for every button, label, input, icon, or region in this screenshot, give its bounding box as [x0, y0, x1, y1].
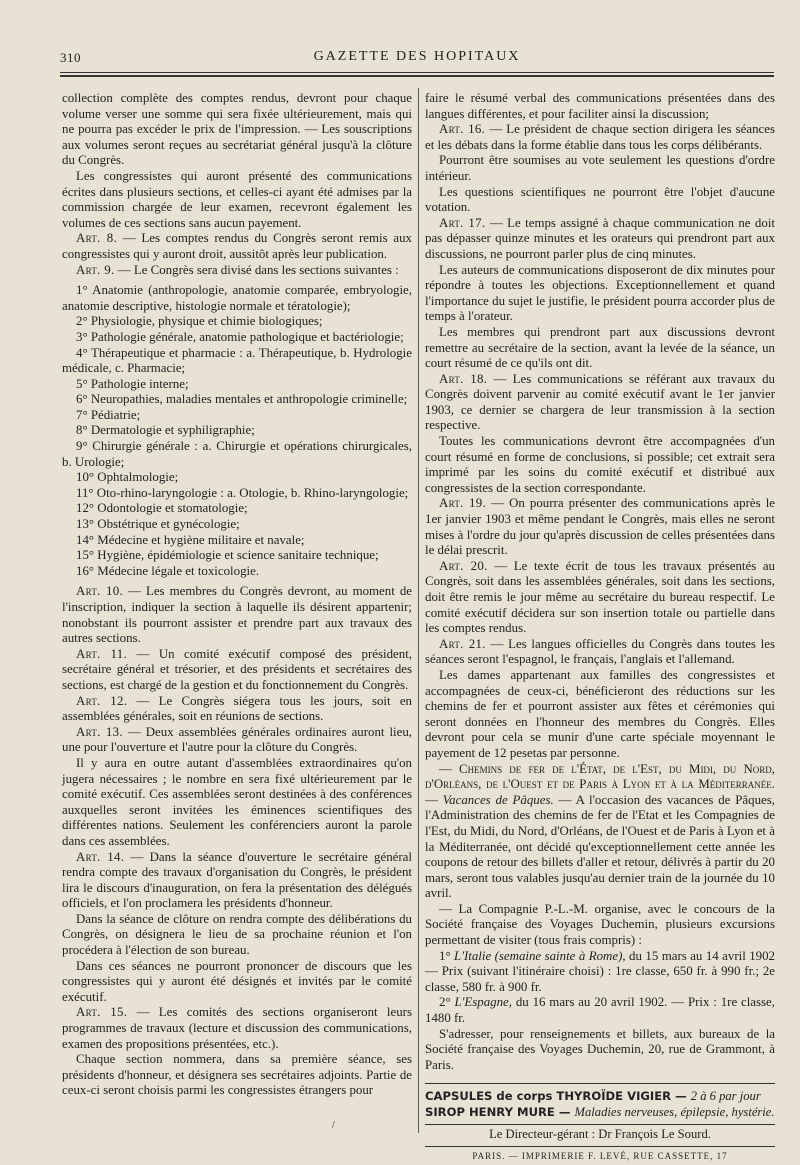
article-label: Art. 10. — [76, 584, 124, 599]
article-label: Art. 14. — [76, 849, 125, 864]
ad-text: CAPSULES de corps THYROÏDE VIGIER — — [425, 1089, 691, 1104]
article-text: — Le président de chaque section dirigera les séances et les débats dans la forme établie dans tous les corps délibérants. — [425, 122, 775, 152]
article-text: — On pourra présenter des communications après le 1er janvier 1903 et même pendant le Congrès, mais elles ne seront mises à l'ordre du jour qu'après discussion de celles présentées dans le délai prescrit. — [425, 496, 775, 558]
article-label: Art. 15. — [76, 1005, 128, 1020]
article-label: Art. 16. — [439, 122, 486, 137]
footer-mark: / — [332, 1120, 335, 1131]
dash: — — [425, 792, 443, 807]
vacances-title: Vacances de Pâques. — [442, 792, 554, 807]
running-head: GAZETTE DES HOPITAUX — [313, 49, 521, 64]
list-item: 15° Hygiène, épidémiologie et science sanitaire technique; — [76, 548, 379, 563]
excursion-italie — [425, 949, 775, 996]
list-item: 4° Thérapeutique et pharmacie : a. Thérapeutique, b. Hydrologie médicale, c. Pharmacie; — [62, 345, 412, 376]
article-text: — Le Congrès sera divisé dans les sections suivantes : — [114, 262, 399, 277]
director-signature: Le Directeur-gérant : Dr François Le Sourd. — [425, 1124, 775, 1143]
article-12 — [62, 694, 412, 725]
right-column — [425, 91, 776, 1161]
article-label: Art. 9. — [76, 262, 115, 277]
ad-line-sirop — [425, 1104, 775, 1120]
article-label: Art. 8. — [76, 231, 117, 246]
ad-dosage: 2 à 6 par jour — [690, 1089, 761, 1104]
article-19 — [425, 496, 775, 558]
article-17 — [425, 216, 775, 263]
paragraph: Dans ces séances ne pourront prononcer de discours que les congressistes qui y auront été désignés et invités par le comité exécutif. — [62, 958, 412, 1004]
paragraph: Toutes les communications devront être accompagnées d'un court résumé en forme de conclusions, si possible; cet extrait sera imprimé par les soins du comité exécutif et distribué aux congressistes de la section correspondante. — [425, 434, 775, 495]
advertisement — [425, 1083, 775, 1120]
paragraph: — La Compagnie P.-L.-M. organise, avec le concours de la Société française des Voyages Duchemin, plusieurs excursions permettant de visiter (tous frais compris) : — [425, 901, 775, 948]
paragraph: Chaque section nommera, dans sa première séance, ses présidents d'honneur, et désignera ses secrétaires adjoints. Partie de ceux-ci seront choisis parmi les congressistes étrangers pour — [62, 1052, 412, 1098]
railway-heading: — Chemins de fer de l'État, de l'Est, du Midi, du Nord, d'Orléans, de l'Ouest et de Paris à Lyon et à la Méditerranée. — [425, 761, 775, 792]
left-column — [62, 91, 412, 1131]
list-item: 8° Dermatologie et syphiligraphie; — [76, 423, 255, 438]
header-rule-thin — [60, 72, 774, 73]
article-13 — [62, 725, 412, 756]
sections-list — [62, 283, 412, 579]
paragraph: Les questions scientifiques ne pourront être l'objet d'aucune votation. — [425, 184, 775, 215]
ad-indication: Maladies nerveuses, épilepsie, hystérie. — [574, 1105, 775, 1120]
list-item: 16° Médecine légale et toxicologie. — [76, 563, 260, 578]
header-rule-thick — [60, 75, 774, 77]
article-10 — [62, 584, 412, 646]
article-label: Art. 11. — [76, 646, 127, 661]
article-label: Art. 20. — [439, 558, 488, 573]
article-21 — [425, 637, 775, 668]
paragraph: Il y aura en outre autant d'assemblées extraordinaires qu'on jugera nécessaires ; le nombre en sera fixé ultérieurement par le comité exécutif. Ces assemblées seront destinées à des conférences auxquelles seront invitées les éminences scientifiques des différentes nations. Seulement les conférenciers auront la parole dans ces assemblées. — [62, 755, 412, 848]
ad-text: SIROP HENRY MURE — — [425, 1105, 575, 1120]
article-label: Art. 17. — [439, 215, 486, 230]
printer-line: PARIS. — IMPRIMERIE F. LEVÉ, RUE CASSETTE, 17 — [425, 1146, 775, 1165]
article-text: — Un comité exécutif composé des président, secrétaire général et trésorier, et des présidents et secrétaires des sections, est chargé de la gestion et du fonctionnement du Congrès. — [62, 646, 412, 692]
list-number: 2° — [439, 995, 455, 1010]
page-number: 310 — [60, 50, 81, 65]
paragraph: Les membres qui prendront part aux discussions devront remettre au secrétaire de la section, avant la levée de la séance, un court résumé de ce qu'ils ont dit. — [425, 324, 775, 371]
list-item: 11° Oto-rhino-laryngologie : a. Otologie, b. Rhino-laryngologie; — [76, 485, 409, 500]
paragraph: faire le résumé verbal des communications présentées dans des langues différentes, et pour faciliter ainsi la discussion; — [425, 91, 775, 121]
page-header — [60, 46, 774, 72]
article-text: — Les communications se référant aux travaux du Congrès doivent parvenir au comité exécutif avant le 1er janvier 1903, ce dernier se chargera de leur transmission à la section respective. — [425, 371, 775, 433]
list-item: 1° Anatomie (anthropologie, anatomie comparée, embryologie, anatomie descriptive, histologie normale et tératologie); — [62, 283, 412, 313]
article-label: Art. 18. — [439, 371, 488, 386]
excursion-title: L'Italie (semaine sainte à Rome), — [454, 948, 626, 963]
excursion-text: du 16 mars au 20 avril 1902. — Prix : 1re classe, 1480 fr. — [425, 995, 776, 1026]
article-8 — [62, 231, 412, 262]
article-text: — Deux assemblées générales ordinaires auront lieu, une pour l'ouverture et l'autre pour la clôture du Congrès. — [62, 724, 412, 755]
list-item: 14° Médecine et hygiène militaire et navale; — [76, 532, 305, 547]
railway-notice — [425, 762, 775, 902]
article-text: — Dans la séance d'ouverture le secrétaire général rendra compte des travaux d'organisation du Congrès, le président lira le discours d'inauguration, on fera la présentation des délégués officiels, et l'on proclamera les présidents d'honneur. — [62, 849, 412, 911]
column-divider — [418, 88, 419, 1133]
paragraph: collection complète des comptes rendus, devront pour chaque volume verser une somme qui sera fixée ultérieurement, mais qui ne pourra pas excéder le prix de l'impression. — Les souscriptions aux volumes seront reçues au secrétariat général jusqu'à la clôture du Congrès. — [62, 91, 412, 168]
paragraph: S'adresser, pour renseignements et billets, aux bureaux de la Société française des Voyages Duchemin, 20, rue de Grammont, à Paris. — [425, 1026, 775, 1072]
article-text: — Le texte écrit de tous les travaux présentés au Congrès, soit dans les assemblées générales, soit dans les sections, doit être remis le jour même au secrétaire du bureau respectif. Le comité exécutif décidera sur son insertion totale ou partielle dans les comptes rendus. — [425, 558, 775, 636]
list-item: 2° Physiologie, physique et chimie biologiques; — [76, 314, 323, 329]
list-item: 7° Pédiatrie; — [76, 407, 141, 422]
article-18 — [425, 372, 775, 434]
article-9 — [62, 263, 412, 279]
article-label: Art. 19. — [439, 496, 487, 511]
list-number: 1° — [439, 948, 455, 963]
excursion-espagne — [425, 995, 775, 1026]
excursion-text: du 15 mars au 14 avril 1902 — Prix (suivant l'itinéraire choisi) : 1re classe, 650 fr. à 990 fr.; 2e classe, 580 fr. à 900 fr. — [425, 948, 776, 994]
list-item: 13° Obstétrique et gynécologie; — [76, 517, 240, 532]
list-item: 10° Ophtalmologie; — [76, 470, 179, 485]
article-label: Art. 13. — [76, 724, 123, 739]
article-text: — Les comptes rendus du Congrès seront remis aux congressistes qui y auront droit, aussitôt après leur publication. — [62, 231, 412, 261]
ad-line-capsules — [425, 1088, 775, 1104]
list-item: 6° Neuropathies, maladies mentales et anthropologie criminelle; — [76, 392, 408, 407]
list-item: 5° Pathologie interne; — [76, 376, 189, 391]
article-text: — Les membres du Congrès devront, au moment de l'inscription, indiquer la section à laquelle ils désirent appartenir; nonobstant ils pourront assister et prendre part aux travaux des autres sections. — [62, 584, 412, 646]
paragraph: Pourront être soumises au vote seulement les questions d'ordre intérieur. — [425, 153, 775, 183]
article-20 — [425, 559, 775, 637]
paragraph: Les dames appartenant aux familles des congressistes et accompagnées de ceux-ci, bénéficieront des réductions sur les chemins de fer et pourront assister aux fêtes et cérémonies qui seront données en l'honneur des membres du Congrès. Elles devront pour cela se munir d'une carte spéciale moyennant le payement de 12 pesetas par personne. — [425, 667, 775, 760]
article-label: Art. 12. — [76, 693, 128, 708]
paragraph: Dans la séance de clôture on rendra compte des délibérations du Congrès, on désignera le lieu de sa prochaine réunion et l'on procédera à l'élection de son bureau. — [62, 911, 412, 958]
article-16 — [425, 122, 775, 153]
article-label: Art. 21. — [439, 636, 486, 651]
article-14 — [62, 850, 412, 912]
excursion-title: L'Espagne, — [454, 995, 512, 1010]
list-item: 9° Chirurgie générale : a. Chirurgie et opérations chirurgicales, b. Urologie; — [62, 439, 412, 469]
article-text: — Les langues officielles du Congrès dans toutes les séances seront l'espagnol, le français, l'anglais et l'allemand. — [425, 636, 775, 667]
article-text: — Le temps assigné à chaque communication ne doit pas dépasser quinze minutes et les orateurs qui prendront part aux discussions, ne pourront parler plus de cinq minutes. — [425, 215, 775, 261]
article-text: — Les comités des sections organiseront leurs programmes de travaux (lecture et discussion des communications, examen des propositions présentées, etc.). — [62, 1005, 412, 1051]
article-15 — [62, 1005, 412, 1052]
article-text: — Le Congrès siégera tous les jours, soit en assemblées générales, soit en réunions de sections. — [62, 693, 412, 724]
article-11 — [62, 647, 412, 694]
railway-text: — A l'occasion des vacances de Pâques, l'Administration des chemins de fer de l'Etat et les Compagnies de l'Est, du Midi, du Nord, d'Orléans, de l'Ouest et de Paris à Lyon et à la Méditerranée, ont décidé qu'exceptionnellement cette année les coupons de retour des billets d'aller et retour, délivrés à partir du 20 mars, seront tous valables jusqu'au dernier train de la journée du 10 avril. — [425, 792, 775, 901]
list-item: 12° Odontologie et stomatologie; — [76, 501, 248, 516]
list-item: 3° Pathologie générale, anatomie pathologique et bactériologie; — [76, 329, 404, 344]
paragraph: Les congressistes qui auront présenté des communications écrites dans plusieurs sections, et celles-ci ayant été admises par la commission chargée de leur examen, recevront également les volumes de ces sections sans aucun payement. — [62, 168, 412, 230]
paragraph: Les auteurs de communications disposeront de dix minutes pour répondre à toutes les objections. Exceptionnellement et quand l'importance du sujet le justifie, le président pourra accorder plus de temps à l'orateur. — [425, 262, 775, 324]
